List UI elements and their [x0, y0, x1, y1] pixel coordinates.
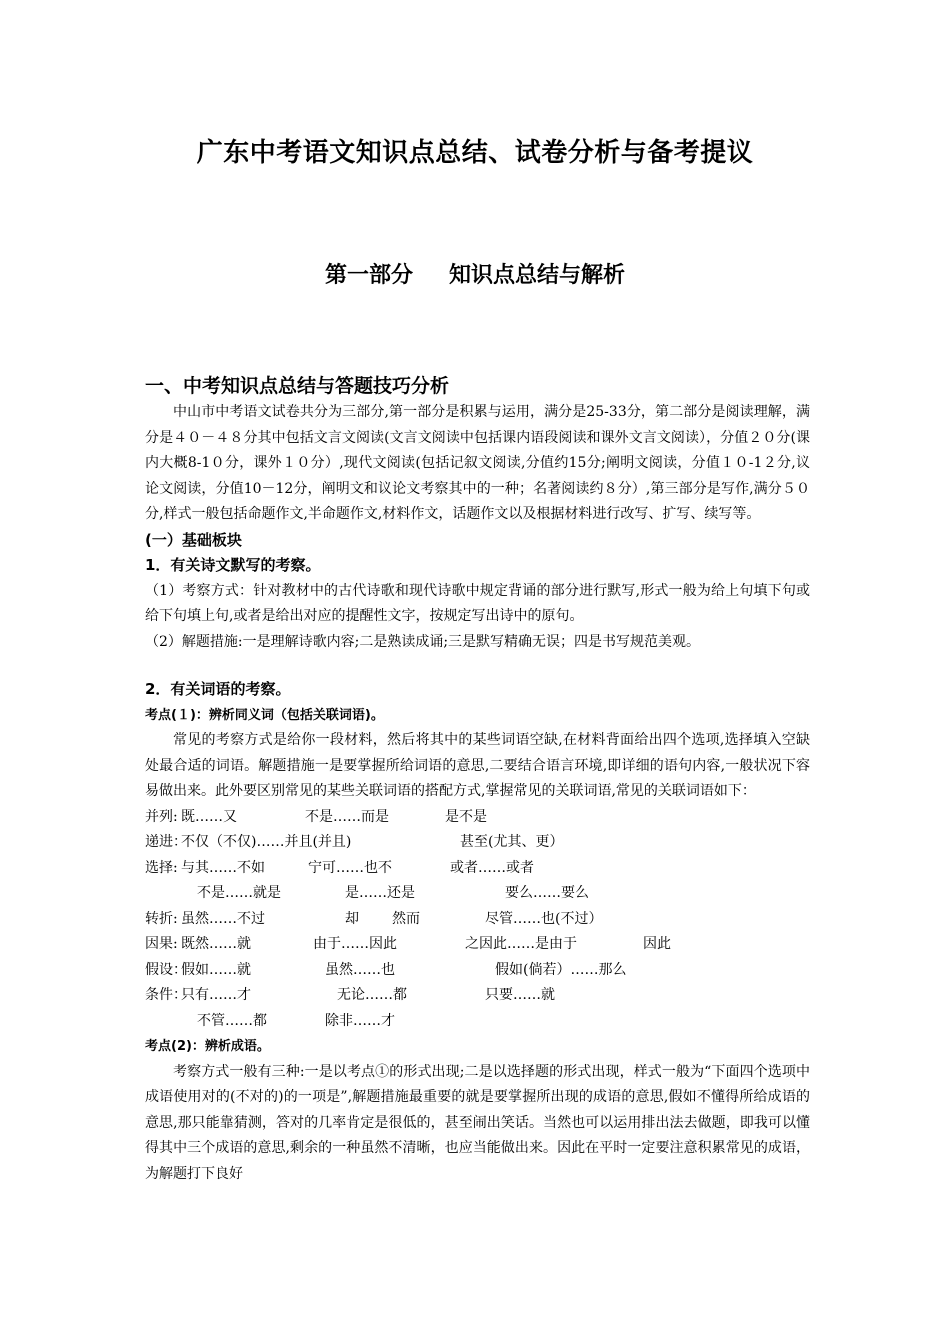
conjunction-row	[145, 1009, 810, 1035]
conjunction-pair: 之因此……是由于	[465, 936, 577, 952]
conjunction-pair: 既然……就	[181, 936, 251, 952]
conjunction-pair: 尽管……也(不过）	[485, 910, 603, 927]
conjunction-row	[145, 805, 810, 831]
conjunction-pair: 是……还是	[345, 885, 415, 901]
conjunction-pair: 因此	[643, 936, 671, 952]
conjunction-type-label: 选择:	[145, 859, 178, 876]
conjunction-pair: 然而	[392, 910, 420, 927]
conjunction-type-label: 转折:	[145, 910, 178, 927]
point1-heading: 考点(１)：辨析同义词（包括关联词语)。	[145, 707, 384, 723]
conjunction-pair: 是不是	[445, 808, 487, 825]
conjunction-type-label: 因果:	[145, 936, 178, 952]
conjunction-row	[145, 958, 810, 984]
conjunction-pair: 要么……要么	[505, 885, 589, 901]
conjunction-pair: 只有……才	[181, 987, 251, 1003]
conjunction-row	[145, 983, 810, 1009]
conjunction-pair: 甚至(尤其、更）	[460, 834, 564, 850]
conjunction-row	[145, 907, 810, 933]
point1-paragraph: 常见的考察方式是给你一段材料，然后将其中的某些词语空缺,在材料背面给出四个选项,选择填入空缺处最合适的词语。解题措施一是要掌握所给词语的意思,二要结合语言环境,即详细的语句内容,一般状况下容易做出来。此外要区别常见的某些关联词语的搭配方式,掌握常见的关联词语,常见的关联词语如下：	[145, 732, 810, 799]
conjunction-pair: 由于……因此	[313, 936, 397, 952]
item1-paragraph-1: （1）考察方式：针对教材中的古代诗歌和现代诗歌中规定背诵的部分进行默写,形式一般为给上句填下句或给下句填上句,或者是给出对应的提醒性文字，按规定写出诗中的原句。	[145, 582, 810, 624]
conjunction-pair: 不是……而是	[305, 808, 389, 825]
conjunction-pair: 无论……都	[337, 987, 407, 1003]
conjunction-type-label: 条件：	[145, 987, 187, 1003]
conjunction-type-label: 并列:	[145, 808, 178, 825]
basic-heading: (一）基础板块	[145, 530, 242, 549]
part-title	[0, 258, 950, 289]
section-heading: 一、中考知识点总结与答题技巧分析	[145, 375, 450, 397]
conjunction-pair: 不仅（不仅)……并且(并且)	[181, 834, 352, 850]
conjunction-pair: 假如……就	[181, 961, 251, 978]
document-title: 广东中考语文知识点总结、试卷分析与备考提议	[196, 138, 754, 168]
conjunction-row	[145, 881, 810, 907]
conjunction-type-label: 递进：	[145, 834, 187, 850]
item1-paragraph-2: （2）解题措施:一是理解诗歌内容;二是熟读成诵;三是默写精确无误；四是书写规范美观。	[145, 633, 701, 650]
conjunction-pair: 却	[345, 910, 359, 927]
intro-paragraph: 中山市中考语文试卷共分为三部分,第一部分是积累与运用，满分是25-33分，第二部分是阅读理解，满分是４０－４８分其中包括文言文阅读(文言文阅读中包括课内语段阅读和课外文言文阅读），分值２０分(课内大概8-1０分，课外１０分）,现代文阅读(包括记叙文阅读,分值约15分;阐明文阅读，分值１０-1２分,议论文阅读，分值10－12分，阐明文和议论文考察其中的一种；名著阅读约８分）,第三部分是写作,满分５０分,样式一般包括命题作文,半命题作文,材料作文，话题作文以及根据材料进行改写、扩写、续写等。	[145, 404, 810, 522]
item1-heading: 1．有关诗文默写的考察。	[145, 556, 321, 574]
conjunction-row	[145, 932, 810, 958]
point2-heading: 考点(2)：辨析成语。	[145, 1039, 270, 1054]
conjunction-pair: 既……又	[181, 808, 237, 825]
conjunction-pair: 假如(倘若）……那么	[495, 961, 627, 978]
conjunction-type-label: 假设：	[145, 961, 187, 978]
part-name: 知识点总结与解析	[449, 263, 626, 288]
point2-paragraph: 考察方式一般有三种:一是以考点①的形式出现;二是以选择题的形式出现，样式一般为“下面四个选项中成语使用对的(不对的)的一项是”,解题措施最重要的就是要掌握所出现的成语的意思,假如不懂得所给成语的意思,那只能靠猜测，答对的几率肯定是很低的，甚至闹出笑话。当然也可以运用排出法去做题，即我可以懂得其中三个成语的意思,剩余的一种虽然不清晰，也应当能做出来。因此在平时一定要注意积累常见的成语，为解题打下良好	[145, 1063, 810, 1182]
conjunction-pair: 或者……或者	[450, 859, 534, 876]
document-body	[145, 372, 810, 1187]
part-label: 第一部分	[324, 263, 413, 288]
conjunction-row	[145, 830, 810, 856]
conjunction-list	[145, 805, 810, 1035]
conjunction-pair: 宁可……也不	[308, 859, 392, 876]
conjunction-pair: 只要……就	[485, 987, 555, 1003]
conjunction-pair: 除非……才	[325, 1012, 395, 1029]
conjunction-row	[145, 856, 810, 882]
item2-heading: 2．有关词语的考察。	[145, 680, 291, 698]
conjunction-pair: 虽然……不过	[181, 910, 265, 927]
conjunction-pair: 不是……就是	[197, 885, 281, 901]
conjunction-pair: 不管……都	[197, 1012, 267, 1029]
conjunction-pair: 虽然……也	[325, 961, 395, 978]
conjunction-pair: 与其……不如	[181, 859, 265, 876]
